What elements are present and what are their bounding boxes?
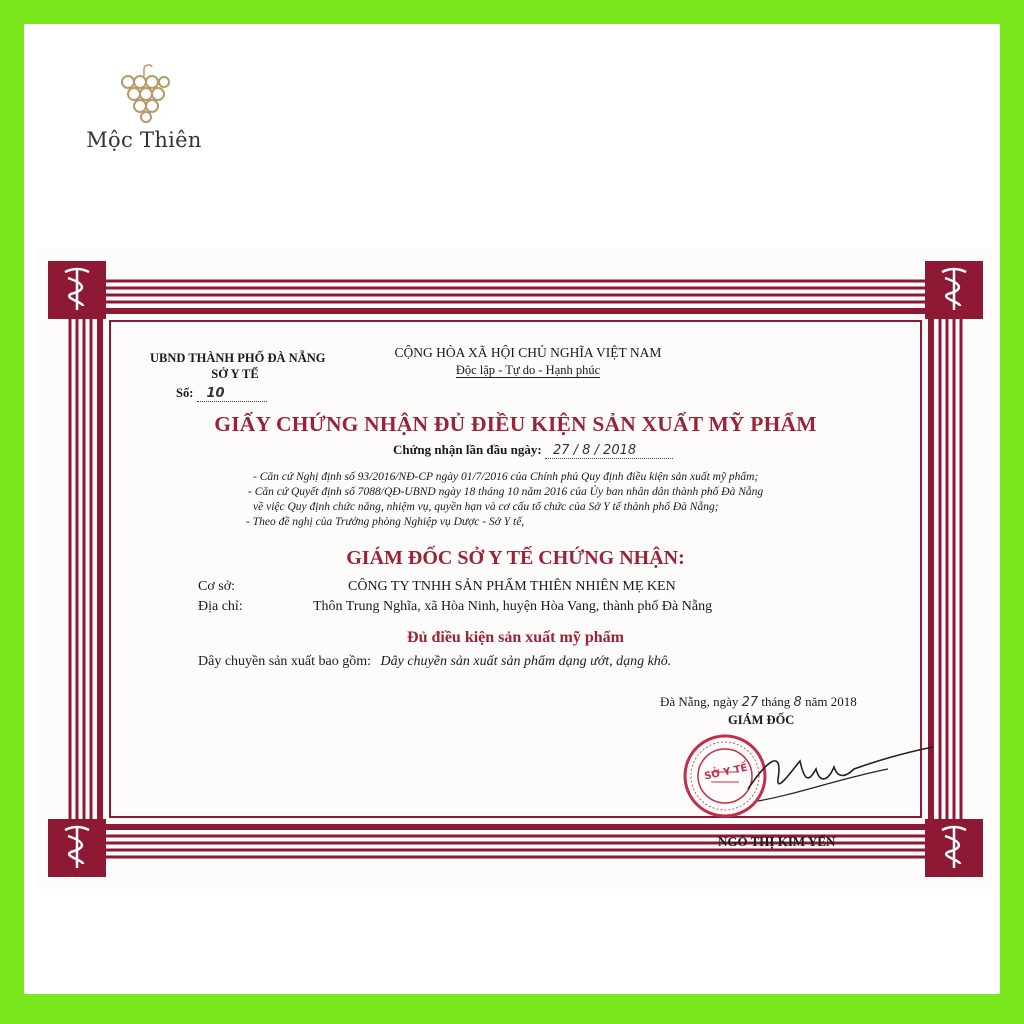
certificate-content — [38, 249, 993, 889]
republic-heading: CỘNG HÒA XÃ HỘI CHỦ NGHĨA VIỆT NAM — [394, 345, 662, 360]
signer-title: GIÁM ĐỐC — [728, 713, 795, 727]
first-issue-row — [393, 442, 673, 459]
certificate-title: GIẤY CHỨNG NHẬN ĐỦ ĐIỀU KIỆN SẢN XUẤT MỸ PHẨM — [214, 412, 817, 436]
date-prefix: Đà Nẵng, ngày — [660, 694, 739, 709]
authority-line1: UBND THÀNH PHỐ ĐÀ NẴNG — [150, 351, 326, 365]
date-month: 8 — [793, 695, 802, 710]
address-value: Thôn Trung Nghĩa, xã Hòa Ninh, huyện Hòa Vang, thành phố Đà Nẵng — [313, 599, 713, 614]
facility-label: Cơ sở: — [198, 579, 235, 594]
motto: Độc lập - Tự do - Hạnh phúc — [455, 363, 601, 377]
grape-cluster-icon — [116, 64, 172, 124]
basis-line: - Theo đề nghị của Trưởng phòng Nghiệp vụ Dược - Sở Y tế, — [246, 516, 525, 528]
qualified-heading: Đủ điều kiện sản xuất mỹ phẩm — [407, 629, 624, 646]
lines-value: Dây chuyền sản xuất sản phẩm dạng ướt, dạng khô. — [380, 654, 672, 669]
signer-name: NGÔ THỊ KIM YẾN — [718, 834, 836, 849]
certificate-number-row — [176, 386, 267, 402]
number-value: 10 — [197, 386, 267, 402]
issue-date-row — [660, 694, 857, 710]
number-label: Số: — [176, 386, 194, 400]
first-issue-label: Chứng nhận lần đầu ngày: — [393, 442, 542, 457]
page-canvas — [24, 24, 1000, 994]
basis-line: - Căn cứ Quyết định số 7088/QĐ-UBND ngày 18 tháng 10 năm 2016 của Ủy ban nhân dân thành phố Đà Nẵng — [248, 486, 764, 498]
brand-logo — [84, 64, 204, 152]
lines-label: Dây chuyền sản xuất bao gồm: — [198, 654, 372, 669]
address-label: Địa chỉ: — [198, 599, 243, 614]
certificate — [38, 249, 993, 889]
brand-name: Mộc Thiên — [86, 128, 202, 152]
facility-value: CÔNG TY TNHH SẢN PHẨM THIÊN NHIÊN MẸ KEN — [348, 579, 676, 594]
lines-row — [198, 654, 671, 670]
stamp-text: SỞ Y TẾ — [703, 762, 749, 783]
first-issue-date: 27 / 8 / 2018 — [545, 443, 673, 459]
basis-line: về việc Quy định chức năng, nhiệm vụ, quyền hạn và cơ cấu tổ chức của Sở Y tế thành phố Đà Nẵng; — [253, 501, 719, 513]
date-day: 27 — [741, 695, 759, 710]
basis-line: - Căn cứ Nghị định số 93/2016/NĐ-CP ngày 01/7/2016 của Chính phủ Quy định điều kiện sản xuất mỹ phẩm; — [253, 471, 759, 483]
date-year: năm 2018 — [805, 694, 857, 709]
signature — [738, 739, 938, 809]
date-month-label: tháng — [761, 694, 791, 709]
authority-line2: SỞ Y TẾ — [211, 367, 259, 381]
certifier-heading: GIÁM ĐỐC SỞ Y TẾ CHỨNG NHẬN: — [346, 547, 685, 569]
